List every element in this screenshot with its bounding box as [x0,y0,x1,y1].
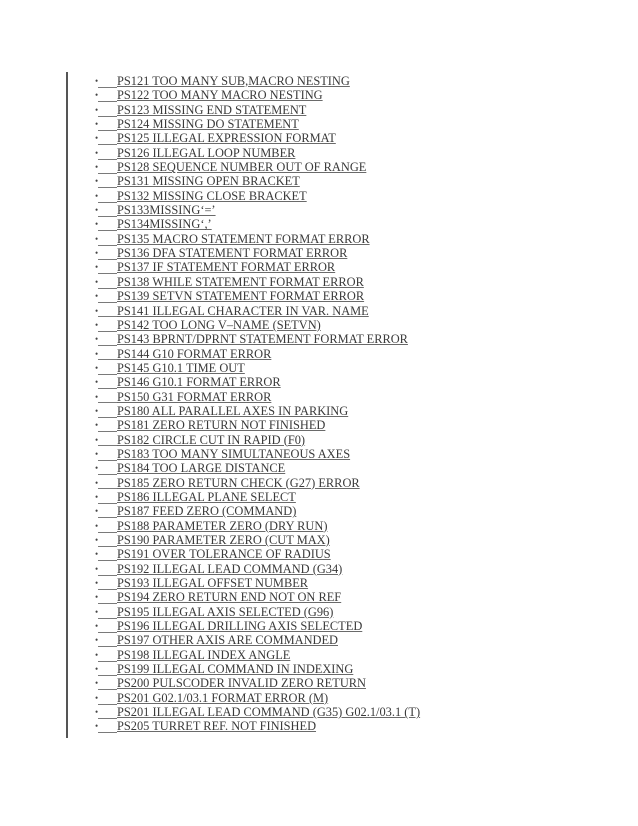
alarm-link[interactable]: PS126 ILLEGAL LOOP NUMBER [117,145,296,160]
bullet-icon: • [95,463,99,474]
bullet-icon: • [95,305,99,316]
bullet-icon: • [95,606,99,617]
link-underline-lead [98,288,117,289]
bullet-icon: • [95,76,99,86]
alarm-link[interactable]: PS199 ILLEGAL COMMAND IN INDEXING [117,662,354,677]
alarm-link[interactable]: PS138 WHILE STATEMENT FORMAT ERROR [117,274,364,289]
link-underline-lead [98,460,117,461]
alarm-link[interactable]: PS124 MISSING DO STATEMENT [117,117,299,132]
bullet-icon: • [95,535,99,545]
bullet-icon: • [95,377,99,388]
bullet-icon: • [95,578,99,589]
link-underline-lead [98,87,117,88]
link-underline-lead [98,718,117,719]
alarm-link[interactable]: PS198 ILLEGAL INDEX ANGLE [117,647,291,662]
link-underline-lead [98,202,117,203]
bullet-icon: • [95,491,99,502]
link-underline-lead [98,704,117,705]
alarm-link[interactable]: PS121 TOO MANY SUB,MACRO NESTING [117,74,350,88]
link-underline-lead [98,116,117,117]
link-underline-lead [98,230,117,231]
link-underline-lead [98,101,117,102]
link-underline-lead [98,675,117,676]
alarm-link[interactable]: PS195 ILLEGAL AXIS SELECTED (G96) [117,604,334,619]
link-underline-lead [98,689,117,690]
bullet-icon: • [95,205,99,216]
alarm-link[interactable]: PS143 BPRNT/DPRNT STATEMENT FORMAT ERROR [117,332,408,347]
bullet-icon: • [95,563,99,574]
alarm-link[interactable]: PS122 TOO MANY MACRO NESTING [117,88,323,103]
link-underline-lead [98,474,117,475]
bullet-icon: • [95,262,99,273]
alarm-link[interactable]: PS193 ILLEGAL OFFSET NUMBER [117,576,309,591]
alarm-link[interactable]: PS142 TOO LONG V–NAME (SETVN) [117,317,321,332]
bullet-icon: • [95,219,99,230]
alarm-link[interactable]: PS150 G31 FORMAT ERROR [117,389,272,404]
bullet-icon: • [95,391,99,402]
bullet-icon: • [95,592,99,603]
bullet-icon: • [95,678,99,689]
link-underline-lead [98,245,117,246]
alarm-link[interactable]: PS186 ILLEGAL PLANE SELECT [117,489,296,504]
alarm-link[interactable]: PS185 ZERO RETURN CHECK (G27) ERROR [117,475,360,490]
alarm-link[interactable]: PS144 G10 FORMAT ERROR [117,346,272,361]
bullet-icon: • [95,334,99,345]
link-underline-lead [98,216,117,217]
alarm-link[interactable]: PS141 ILLEGAL CHARACTER IN VAR. NAME [117,303,369,318]
bullet-icon: • [95,520,99,531]
bullet-icon: • [95,248,99,259]
bullet-icon: • [95,291,99,302]
alarm-link[interactable]: PS201 ILLEGAL LEAD COMMAND (G35) G02.1/03.1 (T) [117,705,421,720]
bullet-icon: • [95,506,99,517]
link-underline-lead [98,417,117,418]
alarm-link[interactable]: PS190 PARAMETER ZERO (CUT MAX) [117,533,330,547]
bullet-icon: • [95,649,99,660]
link-underline-lead [98,345,117,346]
bullet-icon: • [95,276,99,287]
bullet-icon: • [95,90,99,101]
link-underline-lead [98,560,117,561]
alarm-link[interactable]: PS194 ZERO RETURN END NOT ON REF [117,590,342,605]
link-underline-lead [98,316,117,317]
link-underline-lead [98,632,117,633]
link-underline-lead [98,144,117,145]
link-underline-lead [98,618,117,619]
bullet-icon: • [95,549,99,560]
alarm-link[interactable]: PS123 MISSING END STATEMENT [117,102,307,117]
link-underline-lead [98,546,117,547]
bullet-icon: • [95,635,99,646]
bullet-icon: • [95,233,99,244]
alarm-link[interactable]: PS137 IF STATEMENT FORMAT ERROR [117,260,336,275]
bullet-icon: • [95,420,99,431]
link-underline-lead [98,575,117,576]
bullet-icon: • [95,621,99,632]
link-underline-lead [98,130,117,131]
alarm-link[interactable]: PS200 PULSCODER INVALID ZERO RETURN [117,676,366,691]
link-underline-lead [98,331,117,332]
alarm-link[interactable]: PS125 ILLEGAL EXPRESSION FORMAT [117,131,336,146]
bullet-icon: • [95,319,99,330]
alarm-link[interactable]: PS196 ILLEGAL DRILLING AXIS SELECTED [117,619,363,634]
alarm-link[interactable]: PS145 G10.1 TIME OUT [117,360,245,375]
link-underline-lead [98,259,117,260]
alarm-link[interactable]: PS205 TURRET REF. NOT FINISHED [117,719,317,734]
bullet-icon: • [95,721,99,732]
bullet-icon: • [95,707,99,718]
link-underline-lead [98,532,117,533]
alarm-link[interactable]: PS201 G02.1/03.1 FORMAT ERROR (M) [117,690,329,705]
link-underline-lead [98,517,117,518]
bullet-icon: • [95,362,99,373]
link-underline-lead [98,589,117,590]
alarm-link[interactable]: PS183 TOO MANY SIMULTANEOUS AXES [117,446,351,461]
alarm-link[interactable]: PS139 SETVN STATEMENT FORMAT ERROR [117,289,365,304]
bullet-icon: • [95,190,99,201]
bullet-icon: • [95,434,99,445]
link-underline-lead [98,173,117,174]
link-underline-lead [98,732,117,733]
link-underline-lead [98,646,117,647]
bullet-icon: • [95,477,99,488]
link-underline-lead [98,388,117,389]
link-underline-lead [98,445,117,446]
alarm-link[interactable]: PS184 TOO LARGE DISTANCE [117,461,286,476]
bullet-icon: • [95,348,99,359]
alarm-link[interactable]: PS182 CIRCLE CUT IN RAPID (F0) [117,432,306,447]
alarm-link[interactable]: PS135 MACRO STATEMENT FORMAT ERROR [117,231,370,246]
bullet-icon: • [95,133,99,144]
alarm-link[interactable]: PS136 DFA STATEMENT FORMAT ERROR [117,246,348,261]
link-underline-lead [98,374,117,375]
link-underline-lead [98,488,117,489]
alarm-link[interactable]: PS191 OVER TOLERANCE OF RADIUS [117,547,331,562]
link-underline-lead [98,431,117,432]
alarm-link[interactable]: PS187 FEED ZERO (COMMAND) [117,504,297,519]
bullet-icon: • [95,692,99,703]
bullet-icon: • [95,147,99,158]
bullet-icon: • [95,162,99,173]
alarm-link[interactable]: PS180 ALL PARALLEL AXES IN PARKING [117,403,349,418]
alarm-link[interactable]: PS181 ZERO RETURN NOT FINISHED [117,418,326,433]
bullet-icon: • [95,448,99,459]
link-underline-lead [98,661,117,662]
alarm-link[interactable]: PS128 SEQUENCE NUMBER OUT OF RANGE [117,160,367,175]
bullet-icon: • [95,176,99,187]
link-underline-lead [98,273,117,274]
alarm-link[interactable]: PS131 MISSING OPEN BRACKET [117,174,300,189]
alarm-link[interactable]: PS132 MISSING CLOSE BRACKET [117,188,307,203]
bullet-icon: • [95,405,99,416]
alarm-link[interactable]: PS197 OTHER AXIS ARE COMMANDED [117,633,338,648]
alarm-link[interactable]: PS146 G10.1 FORMAT ERROR [117,375,281,390]
alarm-link[interactable]: PS188 PARAMETER ZERO (DRY RUN) [117,518,328,533]
margin-change-bar [66,72,68,738]
link-underline-lead [98,402,117,403]
alarm-link[interactable]: PS192 ILLEGAL LEAD COMMAND (G34) [117,561,343,576]
alarm-link[interactable]: PS134MISSING‘,’ [117,217,212,232]
link-underline-lead [98,187,117,188]
bullet-icon: • [95,664,99,675]
alarm-link[interactable]: PS133MISSING‘=’ [117,203,216,218]
link-underline-lead [98,503,117,504]
link-underline-lead [98,159,117,160]
bullet-icon: • [95,104,99,115]
link-underline-lead [98,302,117,303]
link-underline-lead [98,359,117,360]
bullet-icon: • [95,119,99,130]
link-underline-lead [98,603,117,604]
